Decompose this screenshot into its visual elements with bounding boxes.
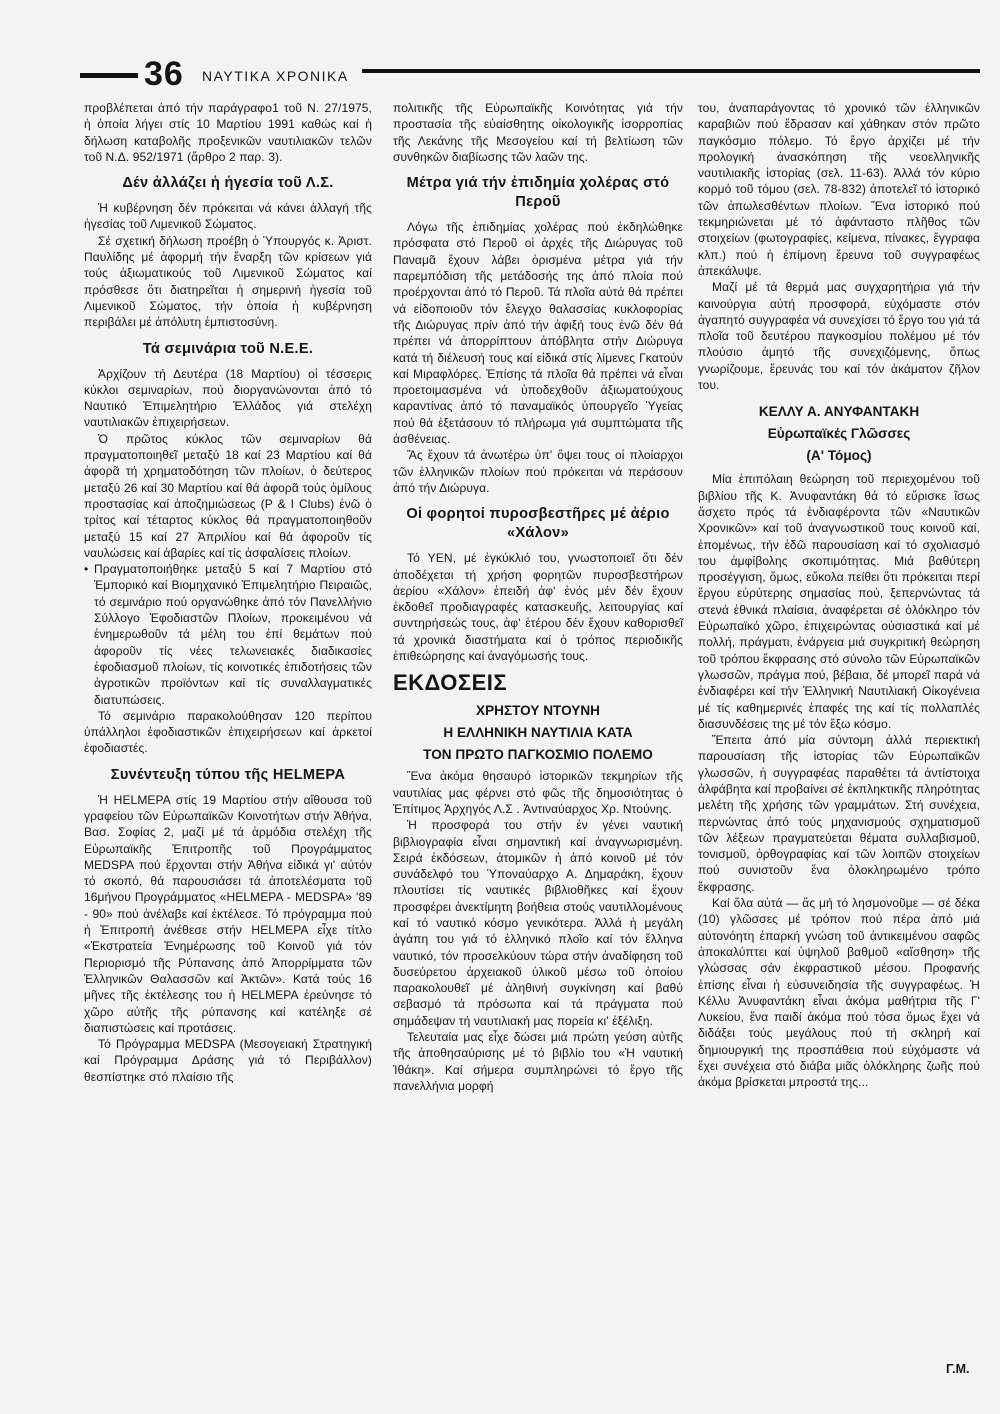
section-title-publications: ΕΚΔΟΣΕΙΣ [393, 670, 508, 696]
column-3 [698, 100, 980, 1091]
heading-helmepa-press: Συνέντευξη τύπου τῆς HELMEPA [110, 766, 346, 783]
paragraph: προβλέπεται ἀπό τήν παράγραφο1 τοῦ Ν. 27/1975, ἡ ὁποία λήγει στίς 10 Μαρτίου 1991 καθώς καί ἡ δήλωση καταβολῆς προξενικῶν ναυτιλιακῶν τελῶν τοῦ Ν.Δ. 952/1971 (ἄρθρο 2 παρ. 3). [84, 101, 372, 164]
paragraph: πολιτικῆς τῆς Εὐρωπαϊκῆς Κοινότητας γιά τήν προστασία τῆς εὐαίσθητης οἰκολογικῆς ἰσορροπίας τῆς Λεκάνης τῆς Μεσογείου καί τή βελτίωση τῶν συνθηκῶν διαβίωσης τῶν λαῶν της. [393, 101, 683, 164]
book-author: ΧΡΗΣΤΟΥ ΝΤΟΥΝΗ [476, 703, 600, 719]
paragraph: Ἕνα ἀκόμα θησαυρό ἱστορικῶν τεκμηρίων τῆς ναυτιλίας μας φέρνει στό φῶς τῆς δημοσιότητας ὁ Ἐπίτιμος Ἀρχηγός Λ.Σ . Ἀντιναύαρχος Χρ. Ντούνης. [393, 769, 683, 816]
bullet-paragraph [84, 561, 372, 708]
paragraph: Τό σεμινάριο παρακολούθησαν 120 περίπου ὑπάλληλοι ἐφοδιαστικῶν ἐπιχειρήσεων καί ἀρκετοί ἐφοδιαστές. [84, 708, 372, 756]
paragraph: του, ἀναπαράγοντας τό χρονικό τῶν ἑλληνικῶν καραβιῶν πού ἔδρασαν καί χάθηκαν στόν πρῶτο παγκόσμιο πόλεμο. Τό ἔργο ἀρχίζει μέ τήν προλογική ἀνασκόπηση τῆς νεοελληνικῆς ναυτιλιακῆς ἱστορίας (σελ. 11-63). Ἀλλά τόν κύριο κορμό τοῦ τόμου (σελ. 78-832) ἀποτελεῖ τό ἱστορικό τῶν ἀπωλεσθέντων πλοίων. Ἕνα ἱστορικό πού τεκμηριώνεται μέ τό ἀφάνταστο πλῆθος τῶν στοιχείων (φωτογραφίες, κείμενα, πίνακες, ἔγγραφα κλπ.) πού ἡ ἐπίμονη ἔρευνα τοῦ συγγραφέως ἀπεκάλυψε. [698, 101, 980, 278]
paragraph: Ἡ κυβέρνηση δέν πρόκειται νά κάνει ἀλλαγή τῆς ἡγεσίας τοῦ Λιμενικοῦ Σώματος. [84, 201, 372, 232]
paragraph: Ἔπειτα ἀπό μία σύντομη ἀλλά περιεκτική παρουσίαση τῆς ἱστορίας τῶν Εὐρωπαϊκῶν γλωσσῶν, ἡ συγγραφέας παραθέτει τά ἀντίστοιχα ἀλφάβητα καί προβαίνει σέ ἐκπληκτικῆς πληρότητας μελέτη τῆς χρήσης τῶν γραμμάτων. Στή συνέχεια, περνώντας ἀπό τούς μηχανισμούς σχηματισμοῦ τῶν λέξεων πραγματεύεται θέματα συλλαβισμοῦ, τονισμοῦ, ὀρθογραφίας καί τῶν λοιπῶν στοιχείων πού συνιστοῦν ἕνα ὁλοκληρωμένο τρόπο ἔκφρασης. [698, 733, 980, 894]
paragraph: Λόγω τῆς ἐπιδημίας χολέρας πού ἐκδηλώθηκε πρόσφατα στό Περοῦ οἱ ἀρχές τῆς Διώρυγας τοῦ Παναμᾶ ἔχουν λάβει ὁρισμένα μέτρα γιά τήν παρεμπόδιση τῆς μετάδοσής της ἀπό πλοία πού προέρχονται ἀπό τό Περοῦ. Τά πλοῖα αὐτά θά πρέπει νά εἰδοποιοῦν τόν ἔλεγχο θαλασσίας κυκλοφορίας τῆς Διώρυγας πρίν ἀπό τήν ἀφιξή τους ἐνῶ δέν θά πρέπει νά ἀπορρίπτουν ἀπόβλητα στήν Διώρυγα κατά τή διέλευσή τους καί εἰδικά στίς λίμενες Γκατούν καί Μιραφλόρες. Ἐπίσης τά πλοῖα θά πρέπει νά εἶναι προετοιμασμένα νά ὑποδεχθοῦν ἀξιωματούχους καραντίνας ἀπό τό παναμαϊκός ὑπουργεῖο Ὑγείας πού θά ἐξετάσουν τό πλήρωμα γιά συμπτώματα τῆς ἀσθένειας. [393, 220, 683, 447]
paragraph: Τό ΥΕΝ, μέ ἐγκύκλιό του, γνωστοποιεῖ ὅτι δέν ἀποδέχεται τή χρήση φορητῶν πυροσβεστήρων ἀερίου «Χάλον» ἐπειδή ἀφ' ἑνός μέν δέν ἔχουν ἐκδοθεῖ προδιαγραφές κατασκευῆς, λειτουργίας καί συντηρήσεώς τους, ἀφ' ἑτέρου δέν ἔχουν καθορισθεῖ τά χρονικά διαστήματα καί ὁ τρόπος περιοδικῆς ἐπιθεώρησης καί ἀναγόμωσής τους. [393, 551, 683, 664]
paragraph: Πραγματοποιήθηκε μεταξύ 5 καί 7 Μαρτίου στό Ἐμπορικό καί Βιομηχανικό Ἐπιμελητήριο Πειραιῶς, τό σεμινάριο πού οργανώθηκε ἀπό τόν Πανελλήνιο Σύλλογο Ἐφοδιαστῶν Πλοίων, προκειμένου νά ἐνημερωθοῦν τά μέλη του ἐπί θεμάτων πού ἀφοροῦν τίς νέες τελωνειακές διαδικασίες ἐφοδιασμοῦ πλοίων, τίς κοινοτικές ἐπιδοτήσεις τῶν ἀγροτικῶν προϊόντων καί τίς συναλλαγματικές διατυπώσεις. [94, 562, 372, 707]
header-rule-left [80, 73, 138, 78]
book-author: ΚΕΛΛΥ Α. ΑΝΥΦΑΝΤΑΚΗ [758, 404, 920, 420]
paragraph: Τό Πρόγραμμα MEDSPA (Μεσογειακή Στρατηγική καί Πρόγραμμα Δράσης γιά τό Περιβάλλον) θεσπίστηκε στό πλαίσιο τῆς [84, 1037, 372, 1084]
heading-coast-guard-leadership: Δέν ἀλλάζει ἡ ἡγεσία τοῦ Λ.Σ. [122, 175, 334, 192]
column-1 [84, 100, 372, 1085]
paragraph: Ἡ προσφορά του στήν ἐν γένει ναυτική βιβλιογραφία εἶναι σημαντική καί ἀναγνωρισμένη. Σειρά ἐκδόσεων, ἀτομικῶν ἡ ἀπό κοινοῦ μέ τόν συνάδελφό του Ὑποναύαρχο Α. Δημαράκη, ἔχουν πλουτίσει τίς ναυτικές βιβλιοθῆκες καί ἔχουν προσφέρει ἀνεκτίμητη βοήθεια στούς ναυτιλλομένους καί τό ναυτικό κόσμο γενικότερα. Ἀλλά ἡ μεγάλη ἀγάπη του γιά τό ἑλληνικό πλοῖο καί τόν ἕλληνα ναυτικό, τόν προσελκύουν τώρα στήν ἀναδίφηση τοῦ δυσεύρετου ἀρχειακοῦ ὑλικοῦ μέσω τοῦ ὁποίου παρακολουθεῖ μέ ἀληθινή συγκίνηση καί βαθύ σεβασμό τά πρόσωπα καί τά πράγματα πού σημάδεψαν τή ναυτιλιακή μας πορεία κι' ἐξέλιξη. [393, 818, 683, 1028]
author-signature: Γ.Μ. [946, 1362, 970, 1376]
paragraph: Μία ἐπιπόλαιη θεώρηση τοῦ περιεχομένου τοῦ βιβλίου τῆς Κ. Ἀνυφαντάκη θά τό εὕρισκε ἴσως ἄσχετο πρός τά ἐνδιαφέροντα τῶν «Ναυτικῶν Χρονικῶν» καί τοῦ ἀναγνωστικοῦ τους κοινοῦ καί, ἑπομένως, τήν ἐδῶ παρουσίαση καί τό σχολιασμό του ἀμφίβολης σκοπιμότητας. Μιά βαθύτερη προσέγγιση, ὅμως, εὔκολα πείθει ὅτι πρόκειται περί ἔργου εὐρύτερης σημασίας πού, ξεπερνώντας τά στενά ἐθνικά πλαίσια, ἀναφέρεται σέ ὁλόκληρο τόν Εὐρωπαϊκό χῶρο, ἐπιχειρώντας οὐσιαστικά καί μέ πολλή, πράγματι, ἐνάργεια μιά συγκριτική θεώρηση τοῦ τρόπου ἔκφρασης στό σύνολο τῶν Εὐρωπαϊκῶν γλωσσῶν, πράγμα πού, βέβαια, δέ μπορεῖ παρά νά ἐνδιαφέρει καί τήν Ἑλληνική Ναυτιλιακή Οἰκογένεια μέ τίς καθημερινές ἐπαφές της καί τίς πολλαπλές διασυνδέσεις της μέ τόν ἔξω κόσμο. [698, 472, 980, 731]
book-title-line-2: ΤΟΝ ΠΡΩΤΟ ΠΑΓΚΟΣΜΙΟ ΠΟΛΕΜΟ [423, 747, 653, 763]
book-title-line-1: Η ΕΛΛΗΝΙΚΗ ΝΑΥΤΙΛΙΑ ΚΑΤΑ [443, 725, 633, 741]
book-title: Εὐρωπαϊκές Γλῶσσες [767, 426, 911, 442]
magazine-title: ΝΑΥΤΙΚΑ ΧΡΟΝΙΚΑ [202, 68, 349, 84]
paragraph: Καί ὅλα αὐτά — ἄς μή τό λησμονοῦμε — σέ δέκα (10) γλῶσσες μέ τρόπον πού πέρα ἀπό μιά αὐτονόητη ἐπαρκή γνώση τοῦ ἀντικειμένου σαφῶς ἀποκαλύπτει καί ὑψηλοῦ βαθμοῦ «αἴσθηση» τῆς γλώσσας σάν ἐκφραστικοῦ μέσου. Προφανής ἐπίσης εἶναι ἡ εὐσυνειδησία τῆς συγγραφέως. Ἡ Κέλλυ Ἀνυφαντάκη εἶναι ἀκόμα μαθήτρια τῆς Γ' Λυκείου, ἕνα παιδί ἀκόμα πού τόσα ὅμως ἔχει νά διδάξει τούς μεγάλους πού τή σκληρή καί δημιουργική της προσπάθεια πού εὐχόμαστε νά ἔχει συνέχεια στό διάβα μιᾶς ὁλόκληρης ζωῆς πού ἀκόμα βρίσκεται μπροστά της... [698, 896, 980, 1090]
paragraph: Μαζί μέ τά θερμά μας συγχαρητήρια γιά τήν καινούργια αὐτή προσφορά, εὐχόμαστε στόν ἀγαπητό συγγραφέα νά συνεχίσει τό ἔργο του γιά τά πλοῖα τοῦ δευτέρου παγκοσμίου πολέμου μέ τόν πλούσιο ἀμητό τῆς συνεχιζόμενης, ὅπως γνωρίζουμε, ἔρευνάς του καί τόν ἀκάματον ζῆλον του. [698, 280, 980, 393]
heading-seminars: Τά σεμινάρια τοῦ Ν.Ε.Ε. [142, 340, 314, 357]
paragraph: Ἀρχίζουν τή Δευτέρα (18 Μαρτίου) οἱ τέσσερις κύκλοι σεμιναρίων, πού διοργανώνονται ἀπό τό Ναυτικό Ἐπιμελητήριο Ἑλλάδος γιά στελέχη ναυτιλιακῶν ἐπιχειρήσεων. [84, 366, 372, 430]
column-2 [393, 100, 683, 1094]
page-header [80, 56, 980, 96]
paragraph: Ὁ πρῶτος κύκλος τῶν σεμιναρίων θά πραγματοποιηθεῖ μεταξύ 18 καί 23 Μαρτίου καί θά ἀφορᾶ τή χρηματοδότηση τῶν πλοίων, ὁ δεύτερος μεταξύ 26 καί 30 Μαρτίου καί θά ἀφορᾶ τούς ὁμίλους προστασίας καί ἀποζημιώσεως (P & I Clubs) ἐνῶ ὁ τρίτος καί τέταρτος κύκλος θά πραγματοποιηθοῦν μεταξύ 15 καί 27 Ἀπριλίου καί θά ἀφοροῦν τίς ναυλώσεις καί ἀβαρίες καί τίς ἀσφαλίσεις πλοίων. [84, 431, 372, 560]
paragraph: Σέ σχετική δήλωση προέβη ὁ Ὑπουργός κ. Ἀριστ. Παυλίδης μέ ἀφορμή τήν ἔναρξη τῶν κρίσεων γιά τούς ἀξιωματικούς τοῦ Λιμενικοῦ Σώματος καί πρόσθεσε ὅτι διατηρεῖται ἡ σημερινή ἡγεσία τοῦ Λιμενικοῦ Σώματος, τήν ὁποία ἡ κυβέρνηση περιβάλει μέ ἀπόλυτη ἐμπιστοσύνη. [84, 233, 372, 330]
paragraph: Ἄς ἔχουν τά ἀνωτέρω ὑπ' ὄψει τους οἱ πλοίαρχοι τῶν ἑλληνικῶν πλοίων πού πρόκειται νά περάσουν ἀπό τήν Διώρυγα. [393, 448, 683, 495]
book-volume: (Α' Τόμος) [806, 448, 872, 464]
paragraph: Ἡ HELMEPA στίς 19 Μαρτίου στήν αἴθουσα τοῦ γραφείου τῶν Εὐρωπαϊκῶν Κοινοτήτων στήν Ἀθήνα, Βασ. Σοφίας 2, μαζί μέ τά ἁρμόδια στελέχη τῆς Εὐρωπαϊκῆς Ἐπιτροπῆς τοῦ Προγράμματος MEDSPA πού ἔρχονται στήν Ἀθήνα εἰδικά γι' αὐτόν τό σκοπό, θά παρουσιάσει τά ἀποτελέσματα τοῦ 16μήνου Προγράμματος «HELMEPA - MEDSPA» '89 - 90» πού ἀνέλαβε καί ἐκτέλεσε. Τό πρόγραμμα πού ἡ Ἐπιτροπή ἀνέθεσε στήν HELMEPA εἶχε τίτλο «Ἐκστρατεία Ἐνημέρωσης τοῦ Κοινοῦ γιά τόν Περιορισμό τῆς Ρύπανσης ἀπό Ἀπορρίμματα τῶν Ἑλληνικῶν Θαλασσῶν καί Ἀκτῶν». Κατά τούς 16 μῆνες τῆς ἐκτέλεσης του ἡ HELMEPA ἐρεύνησε τό χῶρο αὐτῆς τῆς ρύπανσης καί κατέληξε σέ διαπιστώσεις καί προτάσεις. [84, 792, 372, 1035]
page-number: 36 [144, 55, 184, 93]
paragraph: Τελευταία μας εἶχε δώσει μιά πρώτη γεύση αὐτῆς τῆς ἀποθησαύρισης μέ τό βιβλίο του «Ἡ ναυτική Ἰθάκη». Καί σήμερα συμπληρώνει τό ἔργο τῆς πανελλήνια μορφή [393, 1030, 683, 1093]
heading-cholera: Μέτρα γιά τήν ἐπιδημία χολέρας στό Περοῦ [406, 175, 670, 211]
header-rule-right [362, 69, 980, 73]
heading-halon: Οἱ φορητοί πυροσβεστῆρες μέ ἀέριο «Χάλον» [406, 506, 670, 542]
bullet-dot-icon: • [84, 562, 89, 577]
